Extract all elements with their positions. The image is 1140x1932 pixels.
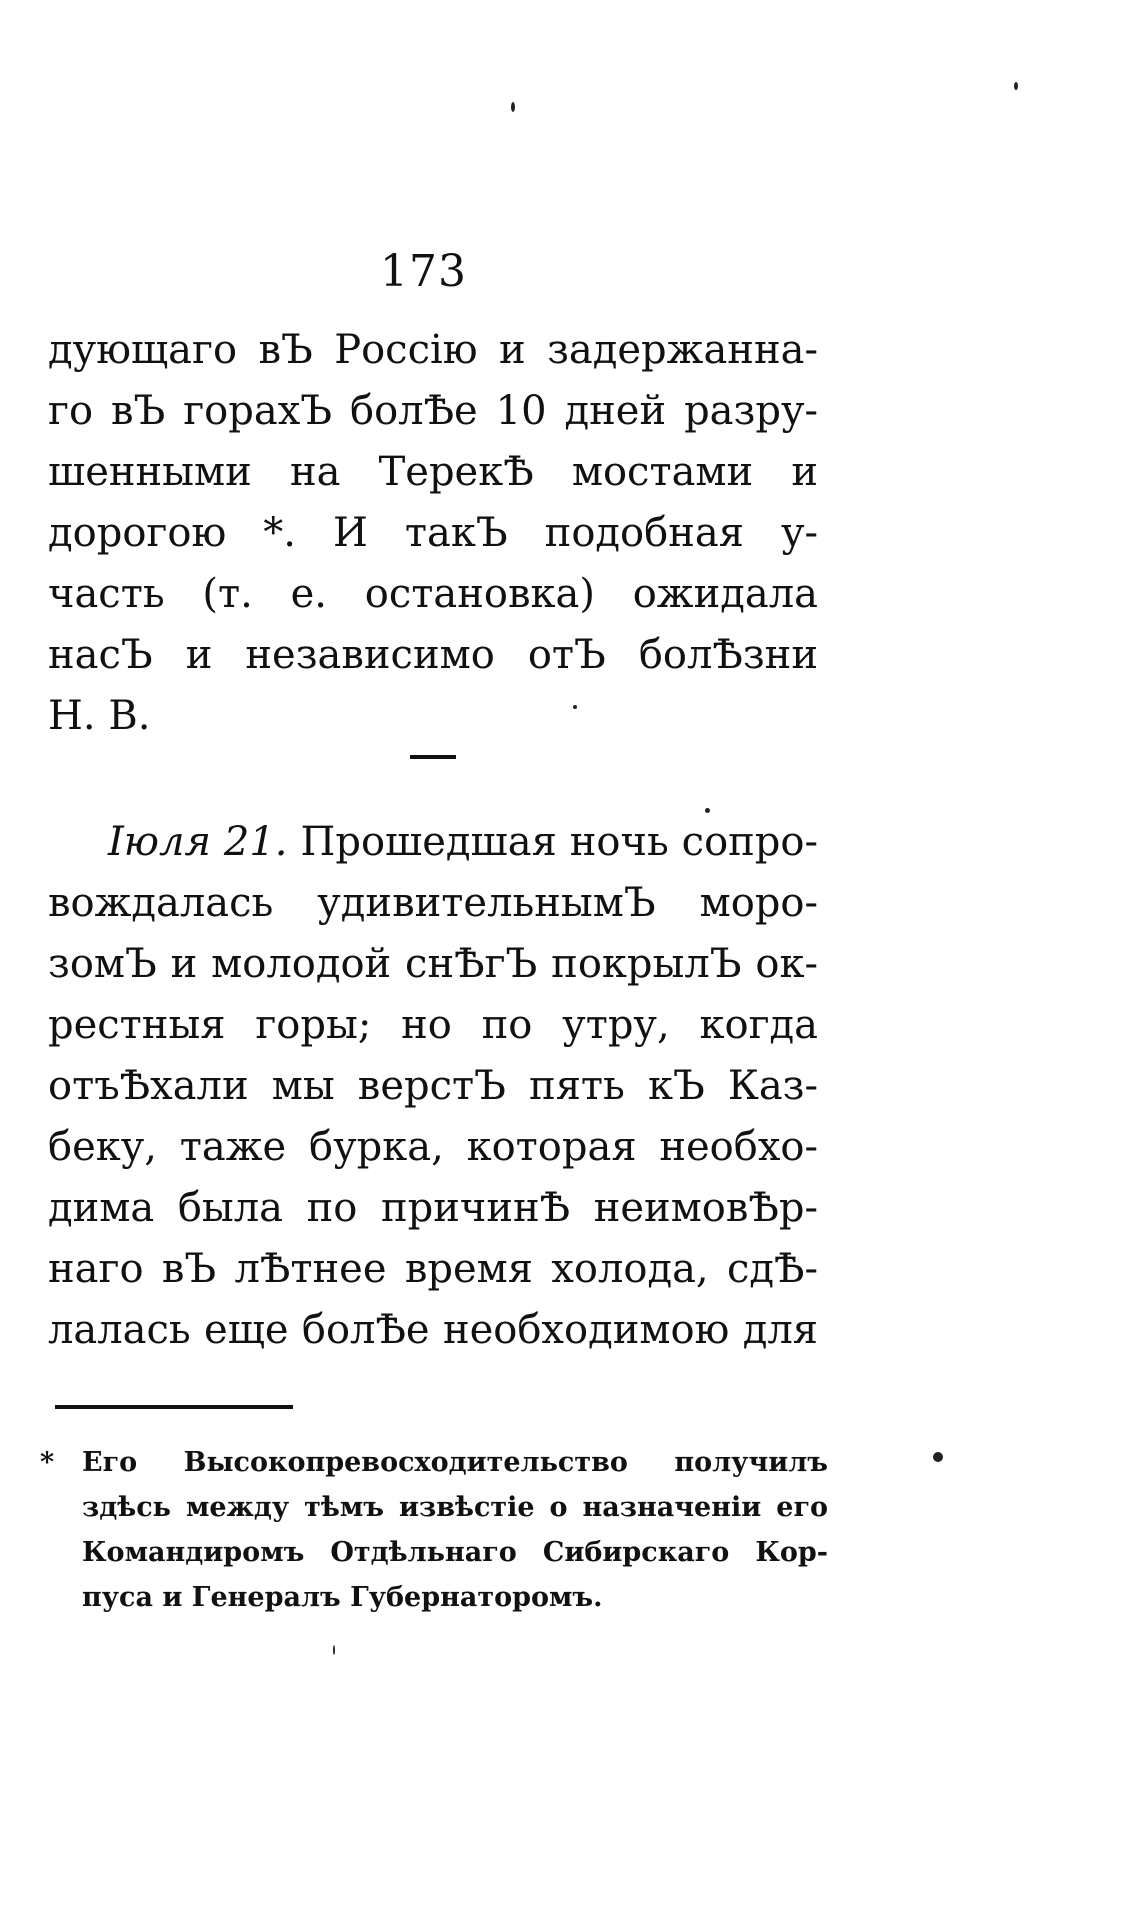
print-speck bbox=[333, 1645, 335, 1655]
text-line: рестныя горы; но по утру, когда bbox=[48, 1002, 818, 1048]
text-line: вождалась удивительнымЪ моро- bbox=[48, 880, 818, 926]
section-dash bbox=[410, 755, 456, 759]
text-line: насЪ и независимо отЪ болѢзни bbox=[48, 632, 818, 678]
text-line: дорогою *. И такЪ подобная у- bbox=[48, 510, 818, 556]
print-speck bbox=[705, 808, 710, 813]
text-line: отъѢхали мы верстЪ пять кЪ Каз- bbox=[48, 1063, 818, 1109]
footnote-line: Его Высокопревосходительство получилъ bbox=[82, 1447, 828, 1478]
dateline: Іюля 21. bbox=[108, 819, 288, 865]
text-line: беку, таже бурка, которая необхо- bbox=[48, 1124, 818, 1170]
text-line: го вЪ горахЪ болѢе 10 дней разру- bbox=[48, 388, 818, 434]
text-line: часть (т. е. остановка) ожидала bbox=[48, 571, 818, 617]
text-line: наго вЪ лѢтнее время холода, сдѢ- bbox=[48, 1246, 818, 1292]
text-fragment: Прошедшая ночь сопро- bbox=[300, 819, 819, 865]
print-speck bbox=[511, 102, 515, 112]
footnote-line: пуса и Генералъ Губернаторомъ. bbox=[82, 1582, 603, 1613]
text-line-with-date bbox=[48, 812, 818, 873]
print-speck bbox=[933, 1452, 943, 1462]
text-line: зомЪ и молодой снѢгЪ покрылЪ ок- bbox=[48, 941, 818, 987]
paragraph-2 bbox=[48, 812, 818, 1361]
text-line: шенными на ТерекѢ мостами и bbox=[48, 449, 818, 495]
footnote-marker: * bbox=[40, 1447, 55, 1478]
footnote bbox=[40, 1440, 828, 1620]
text-line: Н. В. bbox=[48, 693, 151, 739]
print-speck bbox=[1014, 82, 1018, 90]
footnote-rule bbox=[55, 1405, 293, 1409]
footnote-line: здѣсь между тѣмъ извѣстіе о назначеніи его bbox=[82, 1492, 828, 1523]
page-number: 173 bbox=[380, 246, 467, 297]
text-line: лалась еще болѢе необходимою для bbox=[48, 1307, 818, 1353]
print-speck bbox=[573, 705, 577, 709]
paragraph-1 bbox=[48, 320, 818, 747]
text-line: дующаго вЪ Россію и задержанна- bbox=[48, 327, 818, 373]
footnote-line: Командиромъ Отдѣльнаго Сибирскаго Кор- bbox=[82, 1537, 828, 1568]
text-line: дима была по причинѢ неимовѢр- bbox=[48, 1185, 818, 1231]
